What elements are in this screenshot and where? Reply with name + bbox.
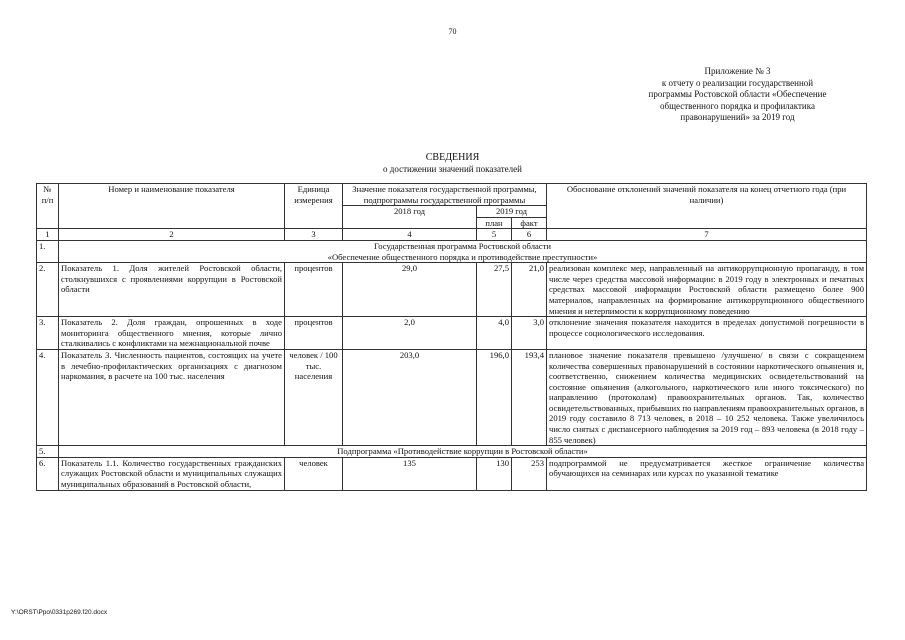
subprogram-title: Подпрограмма «Противодействие коррупции в Ростовской области» xyxy=(59,446,867,458)
indicator-row xyxy=(37,457,867,490)
appendix-line: правонарушений» за 2019 год xyxy=(680,112,795,122)
appendix-line: общественного порядка и профилактика xyxy=(660,100,815,111)
row-number: 3. xyxy=(37,317,59,350)
header-unit: Единица измерения xyxy=(285,184,343,229)
deviation-reason: реализован комплекс мер, направленный на антикоррупционную пропаганду, в том числе через средства массовой информации: в 2019 году в электронных и печатных средствах массовой информации Ростовской области размещено более 900 материалов, направленных на формирование антикоррупционного общественного мнения и нетерпимости к коррупционному поведению xyxy=(547,263,867,317)
page-number: 70 xyxy=(448,27,457,36)
value-2018: 135 xyxy=(343,457,477,490)
document-subtitle: о достижении значений показателей xyxy=(383,164,522,174)
value-2019-plan: 4,0 xyxy=(477,317,512,350)
row-number: 1. xyxy=(37,240,59,262)
column-number: 4 xyxy=(343,229,477,241)
indicator-unit: процентов xyxy=(285,263,343,317)
value-2019-fact: 21,0 xyxy=(512,263,547,317)
indicator-name: Показатель 1. Доля жителей Ростовской области, столкнувшихся с проявлениями коррупции в Ростовской области xyxy=(59,263,285,317)
column-number: 5 xyxy=(477,229,512,241)
header-row xyxy=(37,184,867,206)
header-num: № п/п xyxy=(37,184,59,229)
column-number-row xyxy=(37,229,867,241)
deviation-reason: отклонение значения показателя находится в пределах допустимой погрешности в процессе социологического исследования. xyxy=(547,317,867,350)
indicator-row xyxy=(37,317,867,350)
column-number: 3 xyxy=(285,229,343,241)
appendix-line: программы Ростовской области «Обеспечение xyxy=(648,89,827,99)
value-2019-fact: 3,0 xyxy=(512,317,547,350)
row-number: 6. xyxy=(37,457,59,490)
column-number: 7 xyxy=(547,229,867,241)
header-values-group: Значение показателя государственной программы, подпрограммы государственной программы xyxy=(343,184,547,206)
indicator-unit: процентов xyxy=(285,317,343,350)
file-path-footer: Y:\ORST\Ppo\0331p269.f20.docx xyxy=(11,609,108,616)
value-2019-plan: 196,0 xyxy=(477,349,512,445)
header-plan: план xyxy=(477,217,512,229)
appendix-line: Приложение № 3 xyxy=(704,66,771,76)
value-2019-fact: 253 xyxy=(512,457,547,490)
value-2018: 2,0 xyxy=(343,317,477,350)
header-reason: Обоснование отклонений значений показателя на конец отчетного года (при наличии) xyxy=(547,184,867,229)
program-title-line: Государственная программа Ростовской области xyxy=(374,240,551,251)
program-title-line: «Обеспечение общественного порядка и противодействие преступности» xyxy=(327,251,598,262)
indicator-name: Показатель 2. Доля граждан, опрошенных в ходе мониторинга общественного мнения, которые лично сталкивались с конфликтами на межнациональной почве xyxy=(59,317,285,350)
column-number: 6 xyxy=(512,229,547,241)
indicator-unit: человек / 100 тыс. населения xyxy=(285,349,343,445)
deviation-reason: подпрограммой не предусматривается жесткое ограничение количества обучающихся на семинарах или курсах по указанной тематике xyxy=(547,457,867,490)
header-name: Номер и наименование показателя xyxy=(59,184,285,229)
indicator-row xyxy=(37,349,867,445)
row-number: 5. xyxy=(37,446,59,458)
deviation-reason: плановое значение показателя превышено /улучшено/ в связи с сокращением количества совершенных правонарушений в состоянии наркотического опьянения и, соответственно, снижением количества медицинских освидетельствований на состояние опьянения (алкогольного, наркотического или иного токсического) по направлению (протоколам) правоохранительных органов. Так, количество освидетельствованных, прибывших по направлениям правоохранительных органов, в 2019 году составило 8 713 человек, в 2018 – 10 252 человека. Также увеличилось число снятых с диспансерного наблюдения за 2019 год – 893 человека (в 2018 году – 855 человек) xyxy=(547,349,867,445)
column-number: 1 xyxy=(37,229,59,241)
header-year-2018: 2018 год xyxy=(343,206,477,229)
column-number: 2 xyxy=(59,229,285,241)
appendix-line: к отчету о реализации государственной xyxy=(661,77,814,88)
header-year-2019: 2019 год xyxy=(477,206,547,218)
indicator-name: Показатель 1.1. Количество государственных гражданских служащих Ростовской области и муниципальных служащих муниципальных образований в Ростовской области, xyxy=(59,457,285,490)
value-2018: 203,0 xyxy=(343,349,477,445)
program-row xyxy=(37,240,867,262)
value-2019-plan: 130 xyxy=(477,457,512,490)
appendix-caption xyxy=(610,66,865,124)
indicator-row xyxy=(37,263,867,317)
header-fact: факт xyxy=(512,217,547,229)
row-number: 2. xyxy=(37,263,59,317)
value-2018: 29,0 xyxy=(343,263,477,317)
indicator-unit: человек xyxy=(285,457,343,490)
indicators-table xyxy=(36,183,867,491)
row-number: 4. xyxy=(37,349,59,445)
value-2019-fact: 193,4 xyxy=(512,349,547,445)
document-title: СВЕДЕНИЯ xyxy=(425,152,480,163)
indicator-name: Показатель 3. Численность пациентов, состоящих на учете в лечебно-профилактических организациях с диагнозом наркомания, в расчете на 100 тыс. населения xyxy=(59,349,285,445)
value-2019-plan: 27,5 xyxy=(477,263,512,317)
program-title xyxy=(59,240,867,262)
subprogram-row xyxy=(37,446,867,458)
